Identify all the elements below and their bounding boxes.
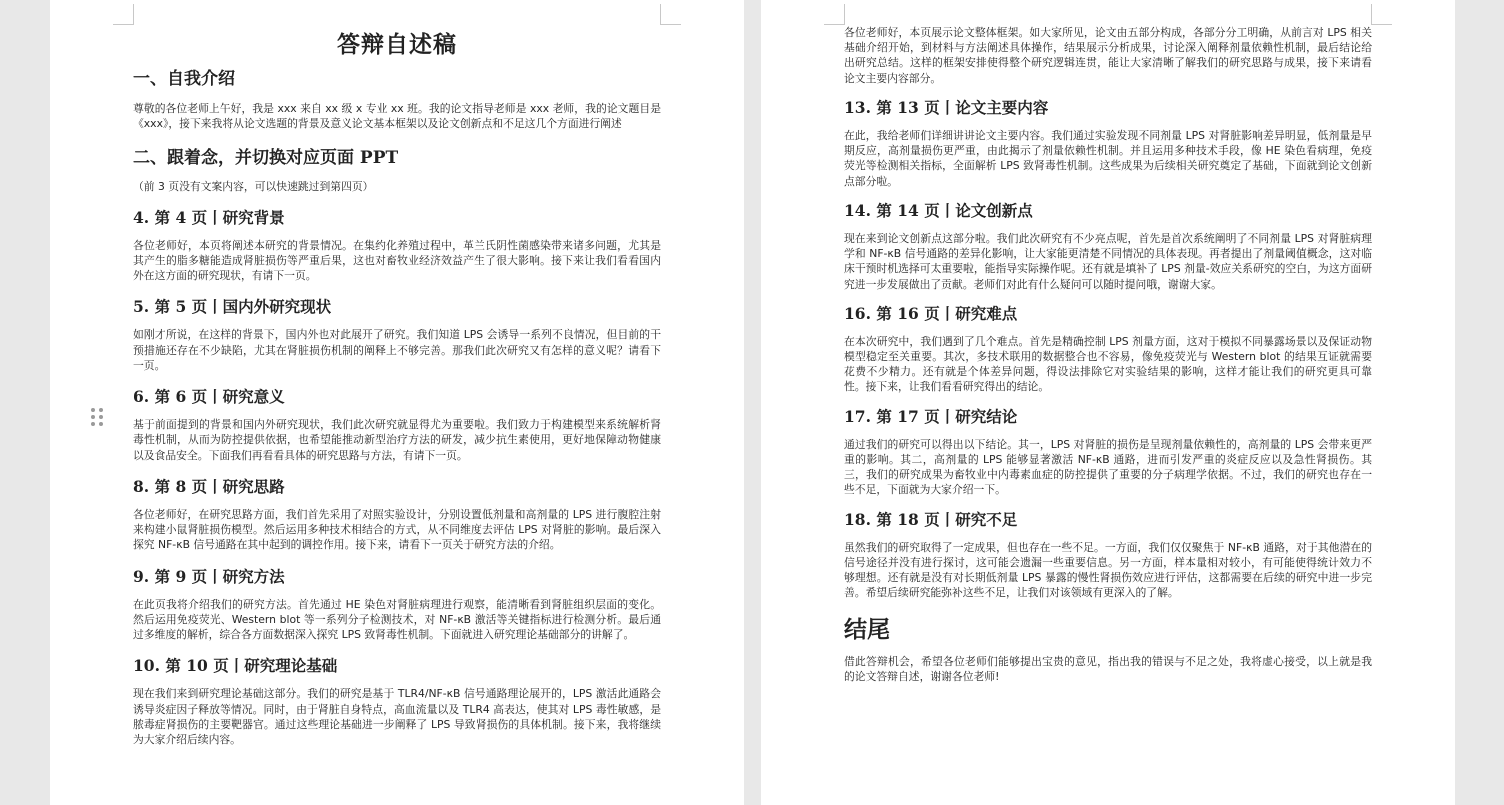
section-heading[interactable]: 18. 第 18 页丨研究不足: [844, 509, 1018, 529]
paragraph[interactable]: 虽然我们的研究取得了一定成果，但也存在一些不足。一方面，我们仅仅聚焦于 NF-κB 通路，对于其他潜在的信号途径并没有进行探讨，这可能会遗漏一些重要信息。另一方面，样本量相对较小，有可能使得统计效力不够理想。还有就是没有对长期低剂量 LPS 暴露的慢性肾损伤效应进行评估，这都需要在后续的研究中进一步完善。希望后续研究能弥补这些不足，让我们对该领域有更深入的了解。: [844, 540, 1372, 600]
section-heading[interactable]: 10. 第 10 页丨研究理论基础: [133, 656, 338, 676]
section-heading[interactable]: 4. 第 4 页丨研究背景: [133, 207, 285, 227]
section-heading[interactable]: 17. 第 17 页丨研究结论: [844, 406, 1018, 426]
paragraph[interactable]: 各位老师好，本页将阐述本研究的背景情况。在集约化养殖过程中，革兰氏阴性菌感染带来诸多问题，尤其是其产生的脂多糖能造成肾脏损伤等严重后果，这也对畜牧业经济效益产生了很大影响。接下来让我们看看国内外在这方面的研究现状，有请下一页。: [133, 238, 661, 283]
paragraph-note[interactable]: （前 3 页没有文案内容，可以快速跳过到第四页）: [133, 179, 374, 193]
paragraph[interactable]: 各位老师好，本页展示论文整体框架。如大家所见，论文由五部分构成，各部分分工明确，从前言对 LPS 相关基础介绍开始，到材料与方法阐述具体操作，结果展示分析成果，讨论深入阐释剂量依赖性机制，最后结论给出研究总结。这样的框架安排使得整个研究逻辑连贯，能让大家清晰了解我们的研究思路与成果，接下来请看论文主要内容部分。: [844, 26, 1372, 85]
section-heading[interactable]: 9. 第 9 页丨研究方法: [133, 566, 285, 586]
crop-mark: [660, 4, 681, 25]
paragraph[interactable]: 各位老师好，在研究思路方面，我们首先采用了对照实验设计，分别设置低剂量和高剂量的 LPS 进行腹腔注射来构建小鼠肾脏损伤模型。然后运用多种技术相结合的方式，从不同维度去评估 LPS 对肾脏的影响。最后深入探究 NF-κB 信号通路在其中起到的调控作用。接下来，请看下一页关于研究方法的介绍。: [133, 507, 661, 552]
page-content: [844, 0, 1372, 684]
paragraph[interactable]: 现在来到论文创新点这部分啦。我们此次研究有不少亮点呢，首先是首次系统阐明了不同剂量 LPS 对肾脏病理学和 NF-κB 信号通路的差异化影响，让大家能更清楚不同情况的具体表现。再者提出了剂量阈值概念，这对临床干预时机选择可太重要啦，能指导实际操作呢。还有就是填补了 LPS 剂量-效应关系研究的空白，为这方面研究进一步发展做出了贡献。老师们对此有什么疑问可以随时提问哦，谢谢大家。: [844, 231, 1372, 291]
paragraph[interactable]: 基于前面提到的背景和国内外研究现状，我们此次研究就显得尤为重要啦。我们致力于构建模型来系统解析肾毒性机制，从而为防控提供依据，也希望能推动新型治疗方法的研发，减少抗生素使用，更好地保障动物健康以及食品安全。下面我们再看看具体的研究思路与方法，有请下一页。: [133, 418, 661, 462]
paragraph[interactable]: 在此，我给老师们详细讲讲论文主要内容。我们通过实验发现不同剂量 LPS 对肾脏影响差异明显，低剂量是早期反应，高剂量损伤更严重，由此揭示了剂量依赖性机制。并且运用多种技术手段，像 HE 染色看病理，免疫荧光等检测相关指标，全面解析 LPS 致肾毒性机制。这些成果为后续相关研究奠定了基础，下面就到论文创新点部分啦。: [844, 128, 1372, 188]
section-heading[interactable]: 8. 第 8 页丨研究思路: [133, 476, 285, 496]
section-heading[interactable]: 13. 第 13 页丨论文主要内容: [844, 97, 1049, 117]
paragraph[interactable]: 借此答辩机会，希望各位老师们能够提出宝贵的意见，指出我的错误与不足之处，我将虚心接受，以上就是我的论文答辩自述，谢谢各位老师!: [844, 654, 1372, 683]
paragraph[interactable]: 通过我们的研究可以得出以下结论。其一，LPS 对肾脏的损伤是呈现剂量依赖性的，高剂量的 LPS 会带来更严重的影响。其二，高剂量的 LPS 能够显著激活 NF-κB 通路，进而引发严重的炎症反应以及急性肾损伤。其三，我们的研究成果为畜牧业中内毒素血症的防控提供了重要的分子病理学依据。不过，我们的研究也存在一些不足，下面就为大家介绍一下。: [844, 437, 1372, 497]
document-page-left: [50, 0, 744, 805]
paragraph[interactable]: 尊敬的各位老师上午好，我是 xxx 来自 xx 级 x 专业 xx 班。我的论文指导老师是 xxx 老师，我的论文题目是《xxx》，接下来我将从论文选题的背景及意义论文基本框架以及论文创新点和不足这几个方面进行阐述: [133, 102, 661, 131]
paragraph[interactable]: 在本次研究中，我们遇到了几个难点。首先是精确控制 LPS 剂量方面，这对于模拟不同暴露场景以及保证动物模型稳定至关重要。其次，多技术联用的数据整合也不容易，像免疫荧光与 Western blot 的结果互证就需要花费不少精力。还有就是个体差异问题，得设法排除它对实验结果的影响，这样才能让我们的研究更具可靠性。接下来，让我们看看研究得出的结论。: [844, 334, 1372, 394]
section-heading[interactable]: 一、自我介绍: [133, 69, 235, 89]
section-heading[interactable]: 6. 第 6 页丨研究意义: [133, 387, 285, 407]
drag-handle-icon[interactable]: [91, 408, 105, 432]
paragraph[interactable]: 如刚才所说，在这样的背景下，国内外也对此展开了研究。我们知道 LPS 会诱导一系列不良情况，但目前的干预措施还存在不少缺陷，尤其在肾脏损伤机制的阐释上不够完善。那我们此次研究又有怎样的意义呢？请看下一页。: [133, 328, 661, 372]
document-page-right: [761, 0, 1455, 805]
paragraph[interactable]: 在此页我将介绍我们的研究方法。首先通过 HE 染色对肾脏病理进行观察，能清晰看到肾脏组织层面的变化。然后运用免疫荧光、Western blot 等一系列分子检测技术，对 NF-κB 激活等关键指标进行检测分析。最后通过多维度的解析，综合各方面数据深入探究 LPS 致肾毒性机制。下面就进入研究理论基础部分的讲解了。: [133, 597, 661, 642]
section-heading[interactable]: 16. 第 16 页丨研究难点: [844, 303, 1018, 323]
crop-mark: [113, 4, 134, 25]
document-title[interactable]: 答辩自述稿: [337, 31, 457, 58]
section-heading[interactable]: 二、跟着念，并切换对应页面 PPT: [133, 147, 399, 168]
page-content: [133, 0, 661, 747]
ending-heading[interactable]: 结尾: [844, 615, 890, 643]
section-heading[interactable]: 14. 第 14 页丨论文创新点: [844, 200, 1033, 220]
crop-mark: [824, 4, 845, 25]
section-heading[interactable]: 5. 第 5 页丨国内外研究现状: [133, 297, 332, 317]
paragraph[interactable]: 现在我们来到研究理论基础这部分。我们的研究是基于 TLR4/NF-κB 信号通路理论展开的，LPS 激活此通路会诱导炎症因子释放等情况。同时，由于肾脏自身特点，高血流量以及 TLR4 高表达，使其对 LPS 毒性敏感，是脓毒症肾损伤的主要靶器官。通过这些理论基础进一步阐释了 LPS 导致肾损伤的具体机制。接下来，我将继续为大家介绍后续内容。: [133, 687, 661, 747]
crop-mark: [1371, 4, 1392, 25]
